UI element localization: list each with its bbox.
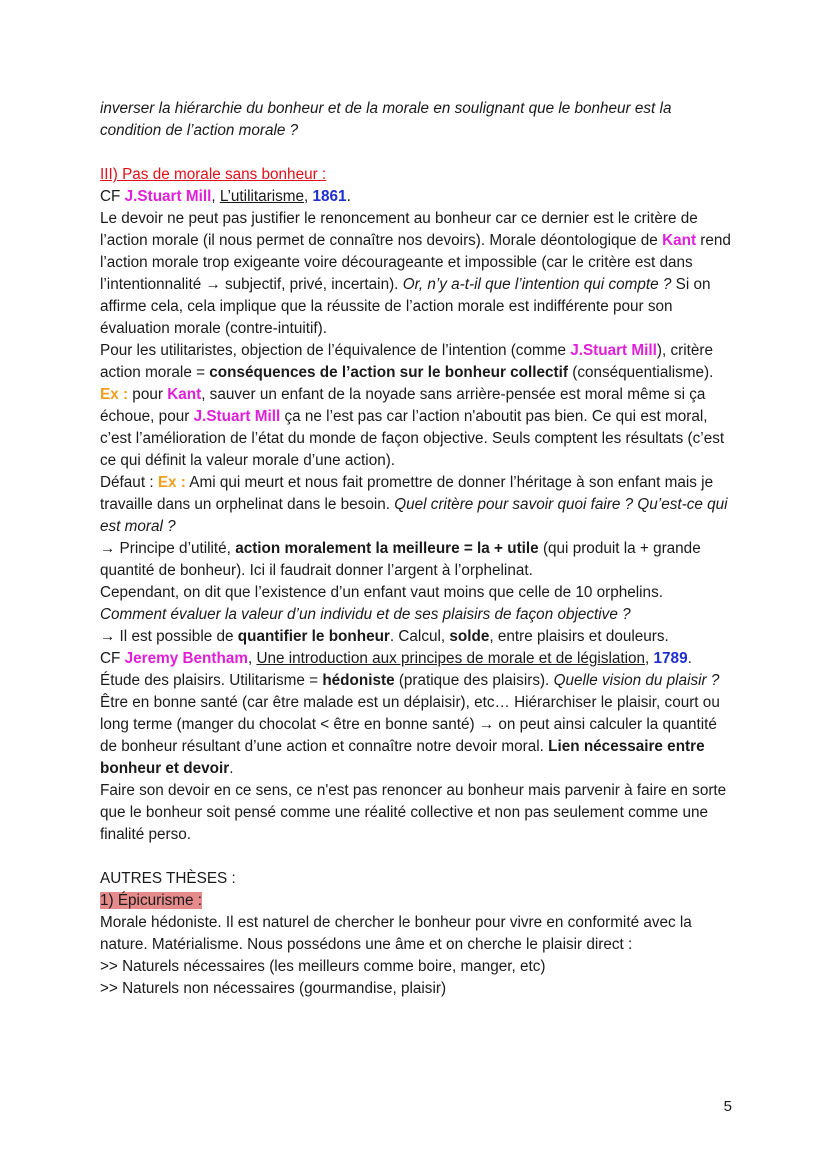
- paragraph-defaut: Défaut : Ex : Ami qui meurt et nous fait promettre de donner l’héritage à son enfant mais je travaille dans un orphelinat dans le besoin. Quel critère pour savoir quoi faire ? Qu’est-ce qui est moral ?: [100, 474, 728, 535]
- citation-bentham: CF Jeremy Bentham, Une introduction aux principes de morale et de législation, 1789.: [100, 650, 692, 667]
- year: 1789: [653, 650, 688, 667]
- paragraph-plaisirs: Étude des plaisirs. Utilitarisme = hédoniste (pratique des plaisirs). Quelle vision du plaisir ? Être en bonne santé (car être malade est un déplaisir), etc… Hiérarchiser le plaisir, court ou long terme (manger du chocolat < être en bonne santé) → on peut ainsi calculer la quantité de bonheur résultant d’une action et connaître notre devoir moral. Lien nécessaire entre bonheur et devoir.: [100, 672, 720, 777]
- page-number: 5: [723, 1098, 732, 1115]
- paragraph-cependant: Cependant, on dit que l’existence d’un enfant vaut moins que celle de 10 orphelins.: [100, 584, 663, 601]
- paragraph-question: Comment évaluer la valeur d’un individu et de ses plaisirs de façon objective ?: [100, 606, 631, 623]
- example-label: Ex :: [100, 386, 129, 403]
- epicurisme-heading: 1) Épicurisme :: [100, 892, 203, 909]
- year: 1861: [312, 188, 347, 205]
- list-item: >> Naturels nécessaires (les meilleurs comme boire, manger, etc): [100, 958, 546, 975]
- list-item: >> Naturels non nécessaires (gourmandise, plaisir): [100, 980, 447, 997]
- section-3-heading: III) Pas de morale sans bonheur :: [100, 166, 327, 183]
- paragraph-utilite: → Principe d’utilité, action moralement la meilleure = la + utile (qui produit la + grande quantité de bonheur). Ici il faudrait donner l’argent à l’orphelinat.: [100, 540, 701, 579]
- citation-mill: CF J.Stuart Mill, L’utilitarisme, 1861.: [100, 188, 351, 205]
- paragraph-quantifier: → Il est possible de quantifier le bonheur. Calcul, solde, entre plaisirs et douleurs.: [100, 628, 669, 645]
- paragraph-devoir: Le devoir ne peut pas justifier le renoncement au bonheur car ce dernier est le critère de l’action morale (il nous permet de connaître nos devoirs). Morale déontologique de Kant rend l’action morale trop exigeante voire décourageante et impossible (car le critère est dans l’intentionnalité → subjectif, privé, incertain). Or, n’y a-t-il que l’intention qui compte ? Si on affirme cela, cela implique que la réussite de l’action morale est indifférente pour son évaluation morale (contre-intuitif).: [100, 210, 731, 337]
- document-body: [100, 98, 732, 1000]
- author-name: J.Stuart Mill: [124, 188, 212, 205]
- author-name: J.Stuart Mill: [193, 408, 281, 425]
- paragraph-utilitaristes: Pour les utilitaristes, objection de l’équivalence de l’intention (comme J.Stuart Mill), critère action morale = conséquences de l’action sur le bonheur collectif (conséquentialisme). Ex : pour Kant, sauver un enfant de la noyade sans arrière-pensée est moral même si ça échoue, pour J.Stuart Mill ça ne l’est pas car l’action n'aboutit pas bien. Ce qui est moral, c’est l’amélioration de l’état du monde de façon objective. Seuls comptent les résultats (c’est ce qui définit la valeur morale d’une action).: [100, 342, 725, 469]
- author-name: Kant: [662, 232, 697, 249]
- spacer: [100, 142, 732, 164]
- author-name: J.Stuart Mill: [570, 342, 657, 359]
- paragraph-conclusion: Faire son devoir en ce sens, ce n'est pas renoncer au bonheur mais parvenir à faire en sorte que le bonheur soit pensé comme une réalité collective et non pas seulement comme une finalité perso.: [100, 782, 727, 843]
- author-name: Kant: [167, 386, 202, 403]
- others-heading: AUTRES THÈSES :: [100, 870, 236, 887]
- spacer: [100, 846, 732, 868]
- author-name: Jeremy Bentham: [124, 650, 248, 667]
- work-title: L’utilitarisme: [219, 188, 305, 205]
- intro-question: inverser la hiérarchie du bonheur et de la morale en soulignant que le bonheur est la condition de l’action morale ?: [100, 100, 672, 139]
- paragraph-epicurisme: Morale hédoniste. Il est naturel de chercher le bonheur pour vivre en conformité avec la nature. Matérialisme. Nous possédons une âme et on cherche le plaisir direct :: [100, 914, 692, 953]
- work-title: Une introduction aux principes de morale et de législation: [256, 650, 646, 667]
- example-label: Ex :: [157, 474, 186, 491]
